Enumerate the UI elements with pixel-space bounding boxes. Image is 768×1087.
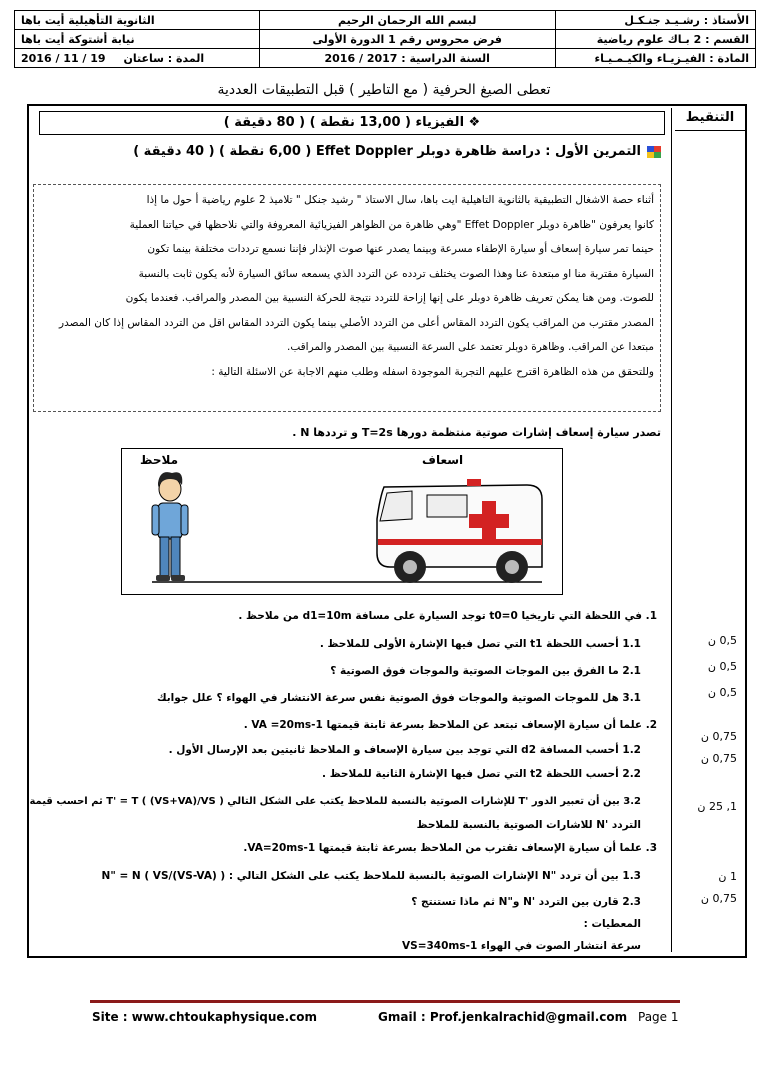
exam-date: 2016 / 11 / 19: [21, 51, 106, 65]
question-line: 3.2 بين أن تعبير الدور 'T للإشارات الصوتية بالنسبة للملاحظ يكتب على الشكل التالي T' = T ( (VS+VA)/VS ) ثم احسب قيمة: [29, 796, 641, 807]
footer-page: Page 1: [638, 1010, 679, 1024]
header-table: [14, 10, 756, 68]
question-line: 1.1 أحسب اللحظة t1 التي تصل فيها الإشارة الأولى للملاحظ .: [319, 638, 641, 650]
footer-email: Gmail : Prof.jenkalrachid@gmail.com: [378, 1010, 628, 1024]
school-year: السنة الدراسية : 2017 / 2016: [259, 49, 555, 68]
subject-name: المادة : الفيـزيـاء والكيـمـيـاء: [555, 49, 755, 68]
question-line: 3.1 هل للموجات الصوتية والموجات فوق الصوتية نفس سرعة الانتشار في الهواء ؟ علل جوابك: [156, 692, 641, 704]
footer-site: Site : www.chtoukaphysique.com: [92, 1010, 317, 1024]
question-line: سرعة انتشار الصوت في الهواء VS=340ms-1: [402, 940, 641, 952]
flag-icon: [647, 146, 661, 158]
question-line: التردد 'N للاشارات الصوتية بالنسبة للملاحظ: [416, 819, 641, 831]
doppler-figure: [121, 448, 563, 595]
points-value: 0,5 ن: [707, 660, 737, 673]
passage-line: المصدر مقترب من المراقب يكون التردد المقاس أعلى من التردد الأصلي بينما يكون التردد المقاس اقل من التردد المقاس إذا كان المصدر: [59, 316, 654, 329]
question-line: 2.3 قارن بين التردد 'N و"N ثم ماذا تستنتج ؟: [411, 896, 641, 908]
question-line: 1. في اللحظة التي تاريخيا t0=0 توجد السيارة على مسافة d1=10m من ملاحظ .: [238, 610, 657, 622]
exam-duration: المدة : ساعتان: [123, 51, 205, 65]
teacher-name: الأستاذ : رشـيـد جنـكـل: [555, 11, 755, 30]
passage-line: كانوا يعرفون "ظاهرة دوبلر Effet Doppler "وهي ظاهرة من الظواهر الفيزيائية المعروفة والتي نلاحظها في حياتنا العملية: [129, 218, 654, 231]
points-value: 0,75 ن: [700, 730, 737, 743]
grading-column: [675, 106, 745, 952]
question-line: 1.2 أحسب المسافة d2 التي توجد بين سيارة الإسعاف و الملاحظ ثانيتين بعد الإرسال الأول .: [168, 744, 641, 756]
passage-line: وللتحقق من هذه الظاهرة اقترح عليهم التجربة الموجودة اسفله وطلب منهم الاجابة عن الاسئلة التالية :: [211, 365, 654, 378]
passage-line: السيارة مقتربة منا او مبتعدة عنا وهذا الصوت يختلف تردده عن التردد الذي يسمعه سائق السيارة لأنه يكون ثابت بالنسبة: [138, 267, 654, 280]
passage-line: حينما تمر سيارة إسعاف أو سيارة الإطفاء مسرعة وبينما يصدر عنها صوت الإنذار فإننا نسمع ترددات مختلفة بينما تكون: [147, 243, 654, 255]
directorate: نيابة أشتوكة أيت باها: [15, 30, 260, 49]
basmala: لبسم الله الرحمان الرحيم: [259, 11, 555, 30]
duration-date-cell: [15, 49, 260, 68]
exercise-title: التمرين الأول : دراسة ظاهرة دوبلر Effet Doppler ( 6,00 نقطة ) ( 40 دقيقة ): [133, 144, 641, 159]
grading-header: التنقيط: [675, 106, 745, 131]
scenario-line: تصدر سيارة إسعاف إشارات صوتية منتظمة دورها T=2s و ترددها N .: [292, 426, 661, 439]
ambulance-label: اسعاف: [422, 453, 464, 467]
points-value: 0,75 ن: [700, 752, 737, 765]
content-area: [31, 108, 672, 952]
scene-drawing: [122, 449, 562, 594]
question-line: المعطيات :: [583, 918, 641, 930]
exam-title: فرض محروس رقم 1 الدورة الأولى: [259, 30, 555, 49]
passage-line: أثناء حصة الاشغال التطبيقية بالثانوية التاهيلية ايت باها، سال الاستاذ " رشيد جنكل " تلاميذ 2 علوم رياضية أ حول ما إذا: [146, 194, 654, 206]
points-value: 0,75 ن: [700, 892, 737, 905]
points-value: 1, 25 ن: [697, 800, 737, 813]
points-value: 0,5 ن: [707, 634, 737, 647]
footer-divider: [90, 1000, 680, 1003]
passage-line: للصوت. ومن هنا يمكن تعريف ظاهرة دوبلر على إنها إزاحة للتردد نتيجة للحركة النسبية بين المصدر والمراقب. فعندما يكون: [125, 292, 654, 304]
passage-box: [33, 184, 661, 412]
class-name: القسم : 2 بـاك علوم رياضية: [555, 30, 755, 49]
school-name: الثانوية التأهيلية أيت باها: [15, 11, 260, 30]
question-line: 3. علما أن سيارة الإسعاف تقترب من الملاحظ بسرعة ثابتة قيمتها VA=20ms-1.: [243, 842, 657, 854]
exam-frame: [27, 104, 747, 958]
points-value: 1 ن: [718, 870, 737, 883]
question-line: 2.2 أحسب اللحظة t2 التي تصل فيها الإشارة الثانية للملاحظ .: [322, 768, 641, 780]
points-value: 0,5 ن: [707, 686, 737, 699]
instruction-line: تعطى الصيغ الحرفية ( مع التاطير ) قبل التطبيقات العددية: [217, 82, 551, 98]
passage-line: مبتعدا عن المراقب. وظاهرة دوبلر تعتمد على السرعة النسبية بين المصدر والمراقب.: [286, 341, 654, 353]
ambulance-figure: [377, 479, 542, 583]
observer-figure: [152, 472, 188, 581]
observer-label: ملاحظ: [140, 453, 179, 467]
physics-header: ❖ الفيزياء ( 13,00 نقطة ) ( 80 دقيقة ): [39, 111, 665, 135]
question-line: 2. علما أن سيارة الإسعاف تبتعد عن الملاحظ بسرعة ثابتة قيمتها VA =20ms-1 .: [243, 719, 657, 731]
question-line: 1.3 بين أن تردد "N الإشارات الصوتية بالنسبة للملاحظ يكتب على الشكل التالي : N" = N ( VS/(VS-VA) ): [101, 870, 641, 882]
question-line: 2.1 ما الفرق بين الموجات الصوتية والموجات فوق الصوتية ؟: [330, 665, 641, 677]
